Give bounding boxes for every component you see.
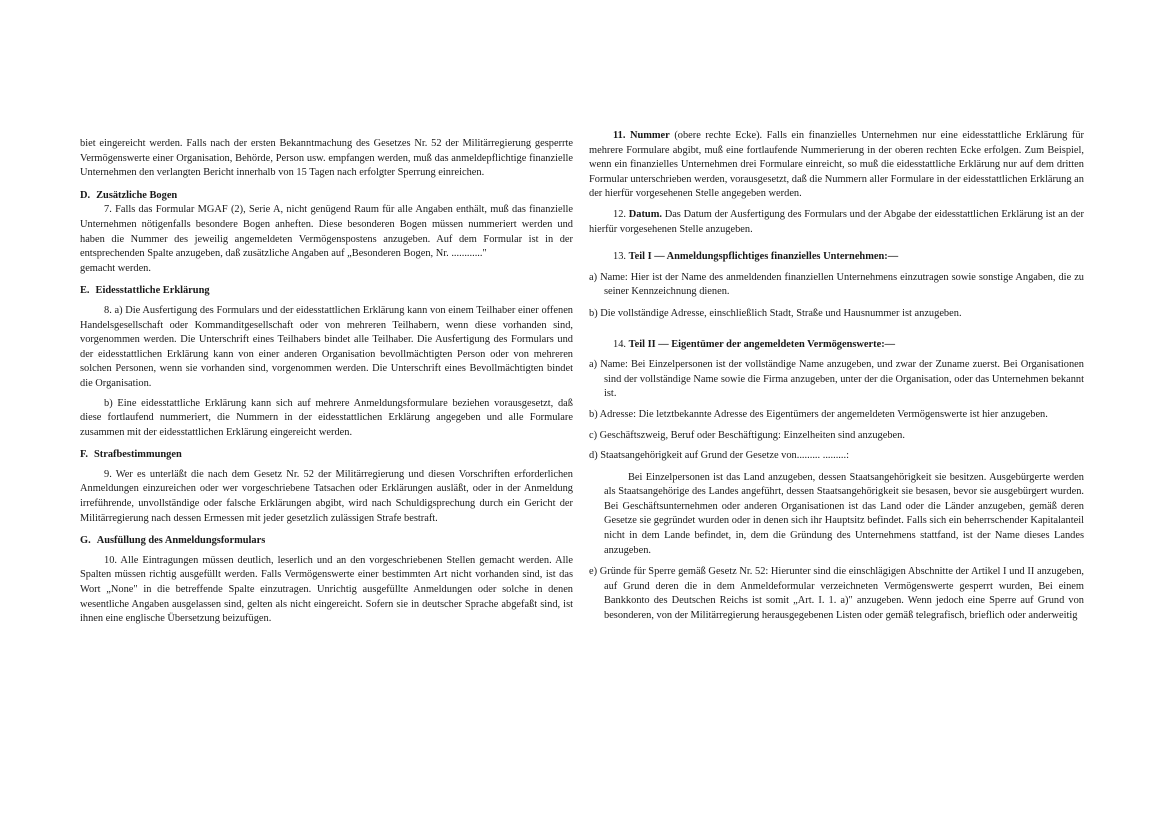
part-2-heading xyxy=(589,338,1084,353)
section-f-title: Strafbestimmungen xyxy=(94,449,182,461)
part-1-item-b: b) Die vollständige Adresse, einschließlich Stadt, Straße und Hausnummer ist anzugeben. xyxy=(589,307,962,319)
section-d-title: Zusätzliche Bogen xyxy=(96,189,178,201)
section-d-letter: D. xyxy=(80,189,91,201)
part-2-number: 14. xyxy=(613,338,626,350)
section-g-title: Ausfüllung des Anmeldungsformulars xyxy=(96,535,266,547)
intro-paragraph: biet eingereicht werden. Falls nach der ersten Bekanntmachung des Gesetzes Nr. 52 der Militärregierung gesperrte Vermögenswerte einer Organisation, Behörde, Person usw. empfangen werden, muß das anmeldepflichtige finanzielle Unternehmen den verlangten Bericht innerhalb von 15 Tagen nach erfolgter Sperrung einreichen. xyxy=(80,138,573,179)
paragraph-7-end: gemacht werden. xyxy=(80,262,151,274)
paragraph-7: 7. Falls das Formular MGAF (2), Serie A, nicht genügend Raum für alle Angaben enthält, muß das finanzielle Unternehmen nötigenfalls besondere Bogen anheften. Diese besonderen Bogen müssen nummeriert werden und haben die Nummer des jeweilig angemeldeten Vermögenspostens anzugeben. Auf dem Formular ist in der entsprechenden Spalte anzugeben, daß zusätzliche Angaben auf „Besonderen Bogen, Nr. ............" xyxy=(80,204,573,260)
section-g-heading xyxy=(80,534,573,549)
part-2-title: Teil II — Eigentümer der angemeldeten Vermögenswerte:— xyxy=(628,338,896,350)
paragraph-12-label: Datum. xyxy=(628,208,662,220)
part-1-number: 13. xyxy=(613,251,626,263)
part-1-item-a: a) Name: Hier ist der Name des anmeldenden finanziellen Unternehmens einzutragen sowie sonstige Angaben, die zu seiner Kennzeichnung dienen. xyxy=(589,271,1084,298)
section-e-letter: E. xyxy=(80,285,90,297)
section-g-letter: G. xyxy=(80,535,91,547)
part-2-item-c: c) Geschäftszweig, Beruf oder Beschäftigung: Einzelheiten sind anzugeben. xyxy=(589,429,905,441)
paragraph-11 xyxy=(589,129,1084,202)
right-column xyxy=(589,129,1084,624)
section-d-heading xyxy=(80,189,573,204)
paragraph-10: 10. Alle Eintragungen müssen deutlich, leserlich und an den vorgeschriebenen Stellen gemacht werden. Alle Spalten müssen richtig ausgefüllt werden. Falls Vermögenswerte einer bestimmten Art nicht vorhanden sind, ist das Wort „None" in die betreffende Spalte einzutragen. Unrichtig ausgefüllte Anmeldungen oder solche in denen wesentliche Angaben ausgelassen sind, gelten als nicht eingereicht. Sofern sie in deutscher Sprache abgefaßt sind, ist ihnen eine englische Übersetzung beizufügen. xyxy=(80,554,573,625)
part-2-item-d: d) Staatsangehörigkeit auf Grund der Gesetze von......... .........: xyxy=(589,450,849,462)
part-1-heading xyxy=(589,250,1084,265)
paragraph-8a: 8. a) Die Ausfertigung des Formulars und der eidesstattlichen Erklärung kann von einem Teilhaber einer offenen Handelsgesellschaft oder Kommanditgesellschaft oder von mehreren Teilhabern, wenn diese vorhanden sind, vorgenommen werden. Die Unterschrift eines Teilhabers bindet alle Teilhaber. Die Ausfertigung des Formulars und der eidesstattlichen Erklärung kann von einer anderen Organisation bevollmächtigten Person oder von mehreren solchen Personen, wenn sie vorhanden sind, vorgenommen werden. Die Unterschrift eines Bevollmächtigten bindet die Organisation. xyxy=(80,304,573,389)
paragraph-12-text: Das Datum der Ausfertigung des Formulars und der Abgabe der eidesstattlichen Erklärung ist an der hierfür vorgesehenen Stelle anzugeben. xyxy=(589,208,1084,235)
section-f-heading xyxy=(80,448,573,463)
paragraph-12 xyxy=(589,208,1084,237)
paragraph-8b: b) Eine eidesstattliche Erklärung kann sich auf mehrere Anmeldungsformulare beziehen vorausgesetzt, daß diese fortlaufend nummeriert, die Nummern in der eidesstattlichen Erklärung angegeben und alle Formulare zusammen mit der eidesstattlichen Erklärung eingereicht werden. xyxy=(80,397,573,438)
section-e-heading xyxy=(80,284,573,299)
paragraph-12-number: 12. xyxy=(613,208,626,220)
part-2-item-b: b) Adresse: Die letztbekannte Adresse des Eigentümers der angemeldeten Vermögenswerte ist hier anzugeben. xyxy=(589,408,1048,420)
section-e-title: Eidesstattliche Erklärung xyxy=(95,285,210,297)
paragraph-9: 9. Wer es unterläßt die nach dem Gesetz Nr. 52 der Militärregierung und diesen Vorschriften erforderlichen Anmeldungen einzureichen oder wer vorgeschriebene Tatsachen oder Erklärungen ausläßt, oder in der Anmeldung irreführende, unvollständige oder falsche Erklärungen abgibt, wird nach Schuldigsprechung durch ein Gericht der Militärregierung nach dessen Ermessen mit jeder gesetzlich zulässigen Strafe bestraft. xyxy=(80,468,573,524)
paragraph-11-text: (obere rechte Ecke). Falls ein finanzielles Unternehmen nur eine eidesstattliche Erklärung für mehrere Formulare abgibt, muß eine fortlaufende Nummerierung in der oberen rechten Ecke erfolgen. Zum Beispiel, wenn ein finanzielles Unternehmen drei Formulare einreicht, so muß die eidesstattliche Erklärung nur auf dem dritten Formular unterschrieben werden, vorausgesetzt, daß die Nummern aller Formulare in der eidesstattlichen Erklärung an der hierfür vorgesehenen Stelle angegeben werden. xyxy=(589,130,1084,200)
section-f-letter: F. xyxy=(80,449,88,461)
part-2-item-d-text: Bei Einzelpersonen ist das Land anzugeben, dessen Staatsangehörigkeit sie besitzen. Ausgebürgerte werden als Staatsangehörige des Landes angeführt, dessen Staatsangehörigkeit sie besasen, bevor sie ausgebürgert wurden. Bei Geschäftsunternehmen oder anderen Organisationen ist das Land oder die Länder anzugeben, gemäß deren Gesetze sie gegründet wurden oder in denen sich ihr Hauptsitz befindet. Falls sich ein beherrschender Kapitalanteil nicht in dem Lande befindet, in, dem die Gründung des Unternehmens stattfand, ist der Name dieses Landes anzugeben. xyxy=(604,471,1084,556)
paragraph-11-label: 11. Nummer xyxy=(613,130,670,141)
part-2-item-a: a) Name: Bei Einzelpersonen ist der vollständige Name anzugeben, und zwar der Zuname zuerst. Bei Organisationen sind der vollständige Name sowie die Firma anzugeben, unter der die Organisation, oder das Unternehmen bekannt ist. xyxy=(589,359,1084,400)
part-2-item-e: e) Gründe für Sperre gemäß Gesetz Nr. 52: Hierunter sind die einschlägigen Abschnitte der Artikel I und II anzugeben, auf Grund deren die in dem Anmeldeformular verzeichneten Vermögenswerte gesperrt wurden, Bei einem Bankkonto des Deutschen Reichs ist somit „Art. I. 1. a)" anzugeben. Wenn jedoch eine Sperre auf Grund von besonderen, von der Militärregierung herausgegebenen Listen oder gemäß telegrafisch, brieflich oder anderweitig xyxy=(589,566,1084,622)
left-column xyxy=(80,137,573,627)
part-1-title: Teil I — Anmeldungspflichtiges finanzielles Unternehmen:— xyxy=(628,251,899,263)
